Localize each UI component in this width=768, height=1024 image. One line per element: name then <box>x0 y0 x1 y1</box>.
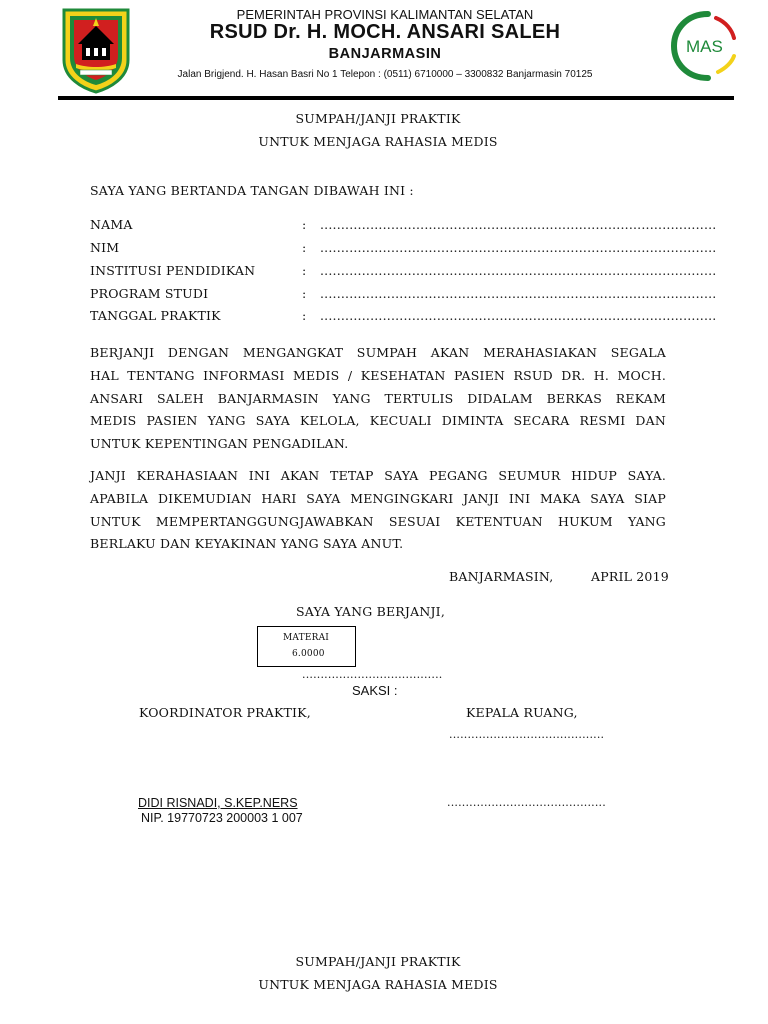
header-divider <box>58 96 734 100</box>
paragraph-line: BERLAKU DAN KEYAKINAN YANG SAYA ANUT. <box>90 536 404 552</box>
date-label: APRIL 2019 <box>591 569 669 584</box>
promisor-label: SAYA YANG BERJANJI, <box>296 604 445 619</box>
header-address: Jalan Brigjend. H. Hasan Basri No 1 Telepon : (0511) 6710000 – 3300832 Banjarmasin 70125 <box>177 69 593 80</box>
field-label-program-studi: PROGRAM STUDI <box>90 286 209 301</box>
header-letterhead <box>0 0 768 100</box>
next-page-title-1: SUMPAH/JANJI PRAKTIK <box>295 954 461 969</box>
field-label-nim: NIM <box>90 240 120 255</box>
paragraph-line: UNTUK KEPENTINGAN PENGADILAN. <box>90 436 349 452</box>
hospital-logo-text: MAS <box>686 37 723 56</box>
header-government-line: PEMERINTAH PROVINSI KALIMANTAN SELATAN <box>236 7 534 22</box>
ward-head-title: KEPALA RUANG, <box>466 705 578 720</box>
field-fill-institusi[interactable]: ............................................................................................... <box>320 263 717 278</box>
coordinator-title: KOORDINATOR PRAKTIK, <box>139 705 311 720</box>
next-page-title-2: UNTUK MENJAGA RAHASIA MEDIS <box>258 977 498 992</box>
stamp-duty-label: MATERAI <box>283 633 330 643</box>
paragraph-line: JANJI KERAHASIAAN INI AKAN TETAP SAYA PEGANG SEUMUR HIDUP SAYA. <box>90 468 666 483</box>
hospital-logo-icon <box>668 10 740 84</box>
paragraph-line: MEDIS PASIEN YANG SAYA KELOLA, KECUALI DIMINTA SECARA RESMI DAN <box>90 413 666 429</box>
field-label-institusi: INSTITUSI PENDIDIKAN <box>90 263 256 278</box>
field-colon: : <box>302 217 307 232</box>
field-colon: : <box>302 308 307 323</box>
field-label-nama: NAMA <box>90 217 133 232</box>
witness-label: SAKSI : <box>352 683 398 698</box>
paragraph-line: ANSARI SALEH BANJARMASIN YANG TERTULIS DIDALAM BERKAS REKAM <box>90 390 666 406</box>
document-title-2: UNTUK MENJAGA RAHASIA MEDIS <box>258 134 498 149</box>
promisor-signature-line[interactable]: ...................................... <box>302 668 443 681</box>
header-city: BANJARMASIN <box>328 46 442 62</box>
field-colon: : <box>302 263 307 278</box>
field-colon: : <box>302 240 307 255</box>
field-label-tanggal-praktik: TANGGAL PRAKTIK <box>90 308 221 323</box>
field-fill-nama[interactable]: ............................................................................................... <box>320 217 717 232</box>
paragraph-line: HAL TENTANG INFORMASI MEDIS / KESEHATAN PASIEN RSUD DR. H. MOCH. <box>90 367 666 383</box>
paragraph-line: APABILA DIKEMUDIAN HARI SAYA MENGINGKARI JANJI INI MAKA SAYA SIAP <box>90 490 666 506</box>
field-fill-nim[interactable]: ............................................................................................... <box>320 240 717 255</box>
oath-paragraph-1 <box>90 342 666 456</box>
stamp-duty-value: 6.0000 <box>292 649 325 659</box>
place-label: BANJARMASIN, <box>449 569 554 584</box>
oath-paragraph-2 <box>90 465 666 556</box>
intro-statement: SAYA YANG BERTANDA TANGAN DIBAWAH INI : <box>90 183 414 198</box>
paragraph-line: UNTUK MEMPERTANGGUNGJAWABKAN SESUAI KETENTUAN HUKUM YANG <box>90 513 666 529</box>
coordinator-name: DIDI RISNADI, S.KEP.NERS <box>138 796 298 810</box>
ward-head-signature-line-1[interactable]: .......................................... <box>449 728 605 741</box>
document-title-1: SUMPAH/JANJI PRAKTIK <box>295 111 461 126</box>
ward-head-signature-line-2[interactable]: ........................................... <box>447 796 606 809</box>
field-fill-tanggal-praktik[interactable]: ............................................................................................... <box>320 308 717 323</box>
field-colon: : <box>302 286 307 301</box>
coordinator-nip: NIP. 19770723 200003 1 007 <box>141 811 303 825</box>
paragraph-line: BERJANJI DENGAN MENGANGKAT SUMPAH AKAN MERAHASIAKAN SEGALA <box>90 345 666 360</box>
province-emblem-icon <box>60 8 132 94</box>
field-fill-program-studi[interactable]: ............................................................................................... <box>320 286 717 301</box>
header-hospital-name: RSUD Dr. H. MOCH. ANSARI SALEH <box>209 21 561 43</box>
